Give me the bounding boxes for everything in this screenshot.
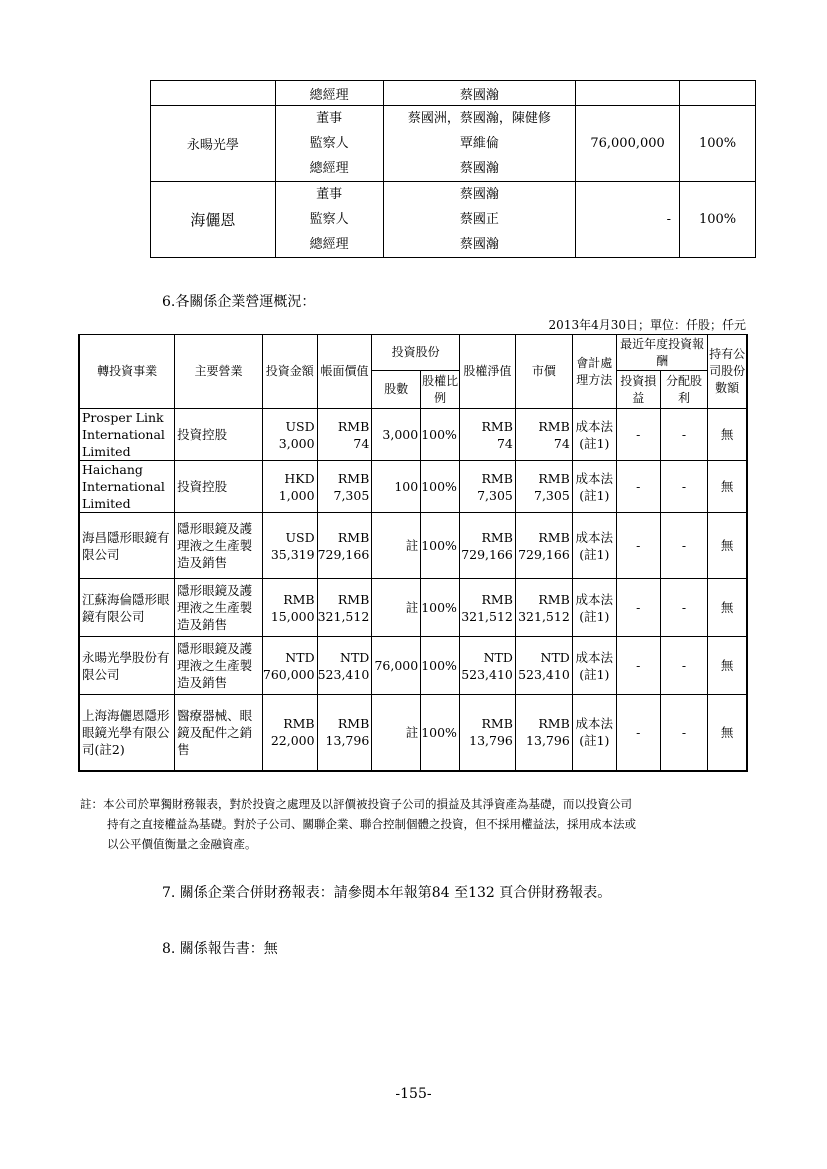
accounting-method xyxy=(572,513,616,579)
ratio-value-text: 100% xyxy=(421,538,457,553)
capital-value-text: HKD xyxy=(284,470,315,486)
business-desc xyxy=(175,695,263,771)
business-desc xyxy=(175,409,263,461)
book-value-text: 7,305 xyxy=(333,487,370,503)
investee-name xyxy=(79,513,175,579)
accounting-method xyxy=(572,461,616,513)
capital-value-text: 35,319 xyxy=(270,546,315,562)
ratio-value-text: 100% xyxy=(421,724,457,740)
book-value xyxy=(317,409,372,461)
market-value-text: 74 xyxy=(553,435,570,451)
equity-value-text: 321,512 xyxy=(461,608,513,624)
accounting-method-text: (註1) xyxy=(579,435,610,451)
equity-value-text: 74 xyxy=(496,435,513,451)
pct-cell xyxy=(680,81,756,106)
names-gm: 蔡國瀚 xyxy=(459,237,499,252)
header-market: 市價 xyxy=(515,335,572,409)
investee-name xyxy=(79,409,175,461)
market-value-text: RMB xyxy=(538,716,570,732)
ratio-value xyxy=(421,513,460,579)
investee-name-text: 上海海儷恩隱形眼鏡光學有限公司(註2) xyxy=(82,707,170,757)
equity-value xyxy=(459,513,515,579)
header-book-value: 帳面價值 xyxy=(317,335,372,409)
equity-value xyxy=(459,579,515,637)
header-capital: 投資金額 xyxy=(262,335,317,409)
accounting-method xyxy=(572,579,616,637)
header-dividend: 分配股利 xyxy=(660,371,708,409)
invest-gain-value xyxy=(616,461,660,513)
book-value-text: 523,410 xyxy=(317,666,370,682)
role-gm: 總經理 xyxy=(309,161,349,176)
investee-name-text: 海昌隱形眼鏡有限公司 xyxy=(82,529,170,562)
investee-name xyxy=(79,695,175,771)
book-value xyxy=(317,513,372,579)
investee-name xyxy=(79,637,175,695)
capital-value xyxy=(262,513,317,579)
capital-value-text: RMB xyxy=(283,591,315,607)
book-value-text: RMB xyxy=(337,716,370,732)
business-desc-text: 隱形眼鏡及護理液之生產製造及銷售 xyxy=(177,583,253,632)
parent-holding-value-text: 無 xyxy=(720,600,734,615)
market-value-text: RMB xyxy=(538,591,570,607)
names-gm: 蔡國瀚 xyxy=(459,161,499,176)
shares-value xyxy=(372,513,421,579)
dividend-value xyxy=(660,513,708,579)
date-unit: 2013年4月30日；單位：仟股；仟元 xyxy=(548,318,746,332)
investee-name-text: 江蘇海倫隱形眼鏡有限公司 xyxy=(82,591,170,624)
footnote xyxy=(80,794,750,854)
business-desc-text: 投資控股 xyxy=(177,427,228,442)
shares-value xyxy=(372,409,421,461)
accounting-method-text: 成本法 xyxy=(575,716,614,732)
role-supervisor: 監察人 xyxy=(309,212,349,227)
capital-value-text: 15,000 xyxy=(270,608,315,624)
header-ratio: 股權比例 xyxy=(421,371,460,409)
equity-value xyxy=(459,461,515,513)
parent-holding-value xyxy=(708,637,747,695)
footnote-line: 以公平價值衡量之金融資產。 xyxy=(107,837,257,851)
shares-value-text: 註 xyxy=(405,600,419,615)
parent-holding-value xyxy=(708,513,747,579)
accounting-method-text: (註1) xyxy=(579,608,610,624)
book-value-text: RMB xyxy=(337,470,370,486)
header-investee: 轉投資事業 xyxy=(79,335,175,409)
dividend-value-text: - xyxy=(681,538,687,553)
shares-value-text: 註 xyxy=(405,724,419,740)
role-director: 董事 xyxy=(316,187,343,202)
book-value-text: RMB xyxy=(337,529,370,545)
accounting-method-text: (註1) xyxy=(579,487,610,503)
accounting-method-text: 成本法 xyxy=(575,529,614,545)
accounting-method-text: 成本法 xyxy=(575,470,614,486)
accounting-method-text: 成本法 xyxy=(575,649,614,665)
capital-value-text: 760,000 xyxy=(262,666,315,682)
book-value xyxy=(317,695,372,771)
invest-gain-value-text: - xyxy=(636,427,641,442)
footnote-line: 註：本公司於單獨財務報表，對於投資之處理及以評價被投資子公司的損益及其淨資產為基礎，而以投資公司 xyxy=(80,797,632,811)
book-value-text: 321,512 xyxy=(317,608,370,624)
accounting-method-text: (註1) xyxy=(579,666,610,682)
shares-value-text: 76,000 xyxy=(374,658,419,673)
dividend-value xyxy=(660,579,708,637)
header-recent-year: 最近年度投資報酬 xyxy=(616,335,708,371)
book-value-text: 74 xyxy=(353,435,370,451)
book-value-text: RMB xyxy=(337,591,370,607)
capital-value-text: USD xyxy=(285,418,315,434)
affiliates-operations-table xyxy=(78,334,748,772)
capital-value xyxy=(262,409,317,461)
shares-value-text: 100 xyxy=(394,479,419,494)
dividend-value xyxy=(660,695,708,771)
parent-holding-value-text: 無 xyxy=(720,658,734,673)
book-value-text: 13,796 xyxy=(325,733,370,749)
equity-value-text: RMB xyxy=(481,470,513,486)
book-value-text: 729,166 xyxy=(317,546,370,562)
investee-name-text: Haichang International Limited xyxy=(82,462,165,511)
equity-value-text: RMB xyxy=(481,716,513,732)
market-value-text: 321,512 xyxy=(518,608,570,624)
business-desc-text: 醫療器械、眼鏡及配件之銷售 xyxy=(177,707,253,757)
parent-holding-value xyxy=(708,579,747,637)
dividend-value xyxy=(660,409,708,461)
business-desc-text: 隱形眼鏡及護理液之生產製造及銷售 xyxy=(177,641,253,690)
footnote-line: 持有之直接權益為基礎。對於子公司、關聯企業、聯合控制個體之投資，但不採用權益法，採用成本法或 xyxy=(107,817,636,831)
header-equity: 股權淨值 xyxy=(459,335,515,409)
table-row xyxy=(79,461,747,513)
invest-gain-value xyxy=(616,579,660,637)
ratio-value-text: 100% xyxy=(421,479,457,494)
header-parent-holding: 持有公司股份數額 xyxy=(708,335,747,409)
market-value xyxy=(515,461,572,513)
invest-gain-value xyxy=(616,513,660,579)
names-director: 蔡國瀚 xyxy=(459,187,499,202)
accounting-method xyxy=(572,695,616,771)
capital-value-text: 3,000 xyxy=(278,435,315,451)
parent-holding-value-text: 無 xyxy=(720,724,734,740)
role-cell xyxy=(275,106,383,182)
capital-value-text: RMB xyxy=(283,716,315,732)
capital-value-text: 1,000 xyxy=(278,487,315,503)
ratio-value xyxy=(421,409,460,461)
business-desc-text: 投資控股 xyxy=(177,479,228,494)
invest-gain-value-text: - xyxy=(636,600,641,615)
role-supervisor: 監察人 xyxy=(309,136,349,151)
accounting-method-text: (註1) xyxy=(579,733,610,749)
parent-holding-value xyxy=(708,409,747,461)
company-cell xyxy=(151,81,276,106)
book-value xyxy=(317,637,372,695)
accounting-method xyxy=(572,637,616,695)
equity-value xyxy=(459,637,515,695)
capital-cell: 76,000,000 xyxy=(576,106,680,182)
accounting-method-text: (註1) xyxy=(579,546,610,562)
accounting-method xyxy=(572,409,616,461)
market-value-text: RMB xyxy=(538,529,570,545)
section6-heading: 6.各關係企業營運概況： xyxy=(162,294,316,310)
capital-value xyxy=(262,461,317,513)
ratio-value xyxy=(421,695,460,771)
capital-cell: - xyxy=(576,182,680,258)
invest-gain-value-text: - xyxy=(636,538,641,553)
equity-value xyxy=(459,409,515,461)
investee-name-text: 永暘光學股份有限公司 xyxy=(82,649,170,682)
capital-value-text: USD xyxy=(285,529,315,545)
equity-value-text: 523,410 xyxy=(461,666,513,682)
names-director: 蔡國洲，蔡國瀚，陳健修 xyxy=(407,111,551,126)
shares-value-text: 註 xyxy=(405,538,419,553)
capital-value xyxy=(262,579,317,637)
business-desc-text: 隱形眼鏡及護理液之生產製造及銷售 xyxy=(177,521,253,570)
equity-value-text: 13,796 xyxy=(469,733,513,749)
invest-gain-value-text: - xyxy=(636,479,641,494)
ratio-value xyxy=(421,579,460,637)
invest-gain-value xyxy=(616,637,660,695)
capital-value-text: 22,000 xyxy=(270,733,315,749)
market-value xyxy=(515,513,572,579)
equity-value-text: 729,166 xyxy=(461,546,513,562)
accounting-method-text: 成本法 xyxy=(575,418,614,434)
pct-cell: 100% xyxy=(680,106,756,182)
equity-value-text: RMB xyxy=(481,418,513,434)
table-row xyxy=(79,579,747,637)
shares-value xyxy=(372,579,421,637)
capital-value xyxy=(262,637,317,695)
business-desc xyxy=(175,461,263,513)
names-supervisor: 覃維倫 xyxy=(459,136,499,151)
ratio-value-text: 100% xyxy=(421,658,457,673)
pct-cell: 100% xyxy=(680,182,756,258)
book-value-text: NTD xyxy=(340,649,370,665)
invest-gain-value-text: - xyxy=(636,724,641,740)
business-desc xyxy=(175,579,263,637)
role-cell: 總經理 xyxy=(275,81,383,106)
book-value xyxy=(317,461,372,513)
parent-holding-value-text: 無 xyxy=(720,427,734,442)
market-value xyxy=(515,695,572,771)
business-desc xyxy=(175,637,263,695)
section8-text: 8. 關係報告書：無 xyxy=(162,941,278,957)
capital-value-text: NTD xyxy=(285,649,315,665)
capital-cell xyxy=(576,81,680,106)
book-value xyxy=(317,579,372,637)
table-row xyxy=(79,637,747,695)
equity-value-text: RMB xyxy=(481,591,513,607)
parent-holding-value xyxy=(708,461,747,513)
market-value-text: RMB xyxy=(538,418,570,434)
parent-holding-value-text: 無 xyxy=(720,538,734,553)
header-accounting: 會計處理方法 xyxy=(572,335,616,409)
invest-gain-value-text: - xyxy=(636,658,641,673)
shares-value xyxy=(372,695,421,771)
dividend-value-text: - xyxy=(681,479,687,494)
table-row xyxy=(79,695,747,771)
parent-holding-value xyxy=(708,695,747,771)
market-value-text: 13,796 xyxy=(526,733,570,749)
name-cell xyxy=(383,106,576,182)
company-cell: 永暘光學 xyxy=(151,106,276,182)
investee-name-text: Prosper Link International Limited xyxy=(82,410,165,459)
dividend-value-text: - xyxy=(681,658,687,673)
table-row xyxy=(79,513,747,579)
dividend-value-text: - xyxy=(681,427,687,442)
dividend-value xyxy=(660,637,708,695)
shares-value xyxy=(372,637,421,695)
equity-value-text: RMB xyxy=(481,529,513,545)
names-supervisor: 蔡國正 xyxy=(459,212,499,227)
market-value-text: 729,166 xyxy=(518,546,570,562)
investee-name xyxy=(79,461,175,513)
header-holding: 投資股份 xyxy=(372,335,460,371)
dividend-value xyxy=(660,461,708,513)
invest-gain-value xyxy=(616,695,660,771)
role-gm: 總經理 xyxy=(309,237,349,252)
table-row xyxy=(79,409,747,461)
market-value-text: 523,410 xyxy=(518,666,570,682)
book-value-text: RMB xyxy=(337,418,370,434)
ratio-value-text: 100% xyxy=(421,427,457,442)
capital-value xyxy=(262,695,317,771)
ratio-value xyxy=(421,637,460,695)
market-value xyxy=(515,579,572,637)
ratio-value-text: 100% xyxy=(421,600,457,615)
shares-value-text: 3,000 xyxy=(382,427,419,442)
dividend-value-text: - xyxy=(681,600,687,615)
ratio-value xyxy=(421,461,460,513)
name-cell: 蔡國瀚 xyxy=(383,81,576,106)
investee-name xyxy=(79,579,175,637)
section7-text: 7. 關係企業合併財務報表：請參閱本年報第84 至132 頁合併財務報表。 xyxy=(162,885,612,901)
equity-value-text: NTD xyxy=(483,649,513,665)
dividend-value-text: - xyxy=(681,724,687,740)
business-desc xyxy=(175,513,263,579)
header-invest-gain: 投資損益 xyxy=(616,371,660,409)
shares-value xyxy=(372,461,421,513)
equity-value-text: 7,305 xyxy=(477,487,513,503)
name-cell xyxy=(383,182,576,258)
role-director: 董事 xyxy=(316,111,343,126)
accounting-method-text: 成本法 xyxy=(575,591,614,607)
invest-gain-value xyxy=(616,409,660,461)
role-cell xyxy=(275,182,383,258)
market-value-text: 7,305 xyxy=(534,487,570,503)
page-number: -155- xyxy=(395,1086,432,1102)
market-value xyxy=(515,637,572,695)
market-value xyxy=(515,409,572,461)
market-value-text: RMB xyxy=(538,470,570,486)
company-cell: 海儷恩 xyxy=(151,182,276,258)
header-business: 主要營業 xyxy=(175,335,263,409)
equity-value xyxy=(459,695,515,771)
parent-holding-value-text: 無 xyxy=(720,479,734,494)
header-shares: 股數 xyxy=(372,371,421,409)
directors-table xyxy=(150,80,756,258)
market-value-text: NTD xyxy=(540,649,570,665)
